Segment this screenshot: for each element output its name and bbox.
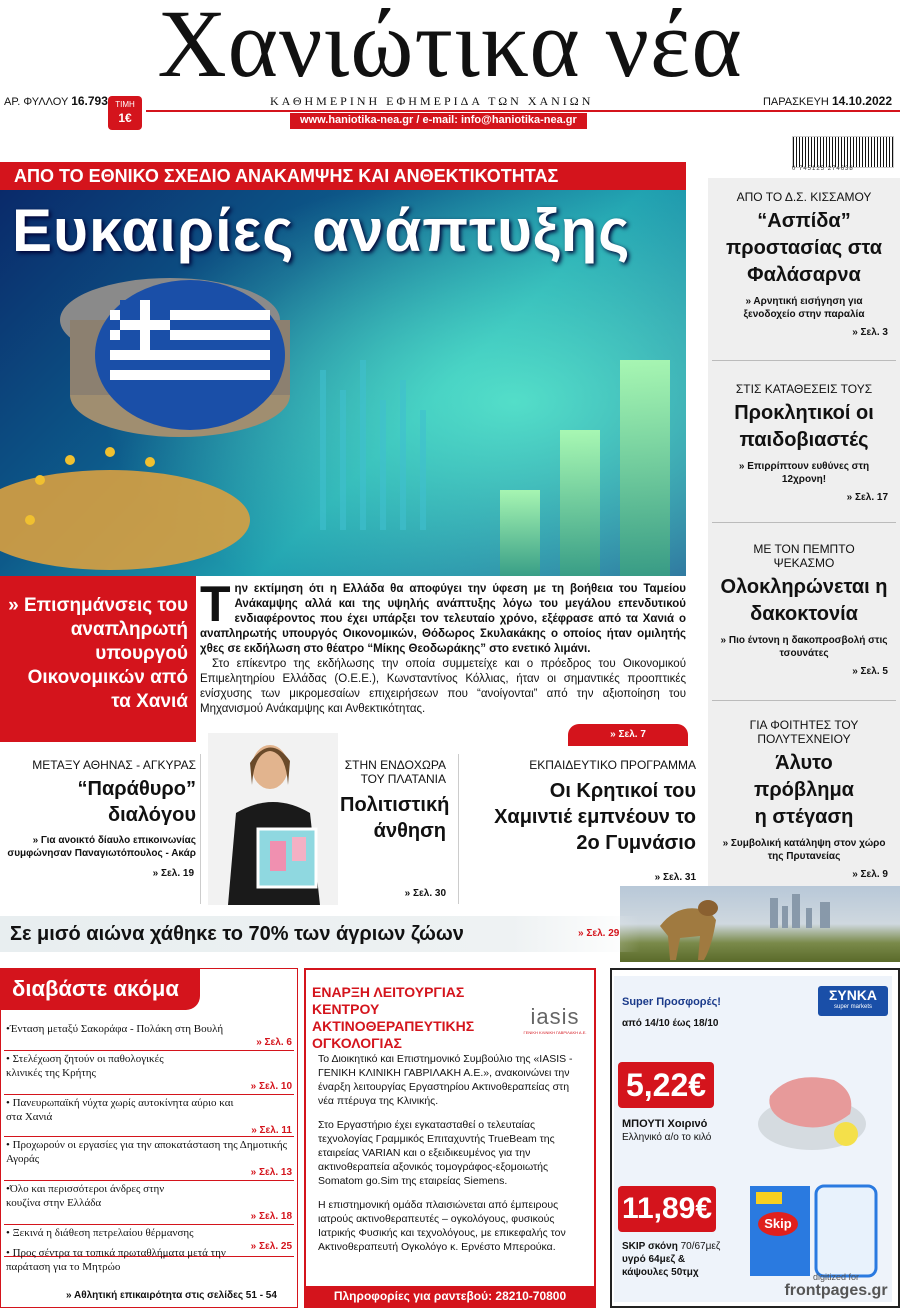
read-more-item[interactable] xyxy=(6,1138,292,1180)
sidebar-title: “Ασπίδα” προστασίας στα Φαλάσαρνα xyxy=(725,210,883,286)
iasis-logo xyxy=(518,1004,592,1035)
offer-desc: 70/67μεζ xyxy=(680,1241,721,1252)
sidebar-kicker: ΓΙΑ ΦΟΙΤΗΤΕΣ ΤΟΥ ΠΟΛΥΤΕΧΝΕΙΟΥ xyxy=(749,718,859,746)
watermark xyxy=(776,1272,896,1300)
synka-logo xyxy=(818,986,888,1016)
read-more-item[interactable] xyxy=(6,1182,292,1224)
story-sub: » Για ανοικτό δίαυλο επικοινωνίας συμφώνησαν Παναγιωτόπουλος - Ακάρ xyxy=(7,835,196,859)
read-more-text: •Ένταση μεταξύ Σακοράφα - Πολάκη στη Βουλή xyxy=(6,1023,224,1035)
barcode-number: 0 745125 274638 xyxy=(792,166,854,172)
offer-name: ΜΠΟΥΤΙ Χοιρινό xyxy=(622,1118,708,1130)
sidebar-divider xyxy=(712,360,896,361)
column-divider xyxy=(458,754,459,904)
read-more-item[interactable] xyxy=(6,1246,292,1274)
issue-label: ΑΡ. ΦΥΛΛΟΥ xyxy=(4,96,69,108)
story-kicker: ΣΤΗΝ ΕΝΔΟΧΩΡΑ ΤΟΥ ΠΛΑΤΑΝΙΑ xyxy=(344,758,446,786)
story-culture[interactable] xyxy=(320,758,450,899)
wildlife-photo-graphic xyxy=(620,886,900,962)
read-more-page[interactable]: » Σελ. 6 xyxy=(256,1037,292,1048)
read-more-item[interactable] xyxy=(6,1096,292,1138)
pork-image-graphic xyxy=(752,1052,872,1162)
offer-desc: Ελληνικό α/ο το κιλό xyxy=(622,1132,712,1143)
read-more-text: • Προχωρούν οι εργασίες για την αποκατάσταση της Δημοτικής Αγοράς xyxy=(6,1139,288,1165)
strip-title: Σε μισό αιώνα χάθηκε το 70% των άγριων ζώων xyxy=(10,923,464,945)
read-more-item[interactable] xyxy=(6,1022,292,1050)
skip-logo: Skip xyxy=(758,1212,798,1236)
read-more-page[interactable]: » Σελ. 10 xyxy=(250,1081,292,1092)
iasis-paragraph-2: Στο Εργαστήριο έχει εγκατασταθεί ο τελευταίας τεχνολογίας Γραμμικός Επιταχυντής TrueBeam της εταιρείας VARIAN και ο εξειδικευμένος για την ακτινοθεραπεία αξονικός τομογράφος-εξομοιωτής Somatom go.Sim της εταιρείας Siemens. xyxy=(318,1119,555,1187)
barcode xyxy=(792,136,894,168)
story-title: Οι Κρητικοί του Χαμιντιέ εμπνέουν το 2ο Γυμνάσιο xyxy=(494,780,696,854)
pork-image xyxy=(752,1052,872,1162)
offer-price: 5,22€ xyxy=(618,1062,714,1108)
lead-article xyxy=(200,576,686,717)
story-school[interactable] xyxy=(476,758,696,883)
watermark-line-1: digitized for xyxy=(812,1272,860,1282)
sidebar-story-1[interactable] xyxy=(708,190,900,338)
issue-date xyxy=(763,94,892,108)
iasis-ad-title: ΕΝΑΡΞΗ ΛΕΙΤΟΥΡΓΙΑΣ ΚΕΝΤΡΟΥ ΑΚΤΙΝΟΘΕΡΑΠΕΥΤΙΚΗΣ ΟΓΚΟΛΟΓΙΑΣ xyxy=(312,984,475,1051)
tagline: ΚΑΘΗΜΕΡΙΝΗ ΕΦΗΜΕΡΙΔΑ ΤΩΝ ΧΑΝΙΩΝ xyxy=(270,94,594,108)
story-page[interactable]: » Σελ. 19 xyxy=(152,868,194,879)
culture-photo-graphic xyxy=(208,733,338,905)
read-more-text: • Πανευρωπαϊκή νύχτα χωρίς αυτοκίνητα αύριο και στα Χανιά xyxy=(6,1097,234,1123)
story-diplomacy[interactable] xyxy=(0,758,200,879)
sidebar-page[interactable]: » Σελ. 9 xyxy=(852,869,888,880)
newspaper-title: Χανιώτικα νέα xyxy=(157,0,743,97)
iasis-ad-body xyxy=(318,1052,584,1264)
lead-headline: Ευκαιρίες ανάπτυξης xyxy=(12,197,631,264)
issue-value: 16.793 xyxy=(71,94,108,108)
story-page[interactable]: » Σελ. 31 xyxy=(654,872,696,883)
offer-name: SKIP σκόνη xyxy=(622,1241,678,1252)
sidebar-page[interactable]: » Σελ. 3 xyxy=(852,327,888,338)
read-more-divider xyxy=(4,1180,294,1181)
sidebar-page[interactable]: » Σελ. 5 xyxy=(852,666,888,677)
lead-page-link[interactable]: » Σελ. 7 xyxy=(568,724,688,746)
date-value: 14.10.2022 xyxy=(831,94,892,108)
offer-price: 11,89€ xyxy=(618,1186,716,1232)
lead-banner: ΑΠΟ ΤΟ ΕΘΝΙΚΟ ΣΧΕΔΙΟ ΑΝΑΚΑΜΨΗΣ ΚΑΙ ΑΝΘΕΚΤΙΚΟΤΗΤΑΣ xyxy=(0,162,686,190)
sidebar-kicker: ΣΤΙΣ ΚΑΤΑΘΕΣΕΙΣ ΤΟΥΣ xyxy=(735,382,873,396)
sidebar-title: Ολοκληρώνεται η δακοκτονία xyxy=(720,576,888,625)
sidebar-sub: » Συμβολική κατάληψη στον χώρο της Πρυτανείας xyxy=(722,838,886,862)
sidebar-sub: » Επιρρίπτουν ευθύνες στη 12χρονη! xyxy=(738,461,870,485)
price-badge xyxy=(108,96,142,130)
story-kicker: ΜΕΤΑΞΥ ΑΘΗΝΑΣ - ΑΓΚΥΡΑΣ xyxy=(32,758,196,772)
read-more-page[interactable]: » Σελ. 11 xyxy=(251,1125,292,1136)
offer-desc: υγρό 64μεζ & xyxy=(622,1254,686,1265)
read-more-item[interactable] xyxy=(6,1052,292,1094)
sidebar-title: Άλυτο πρόβλημα η στέγαση xyxy=(754,752,854,828)
sidebar-story-2[interactable] xyxy=(708,382,900,503)
read-more-page[interactable]: » Σελ. 18 xyxy=(250,1211,292,1222)
read-more-sports[interactable] xyxy=(66,1290,277,1301)
sidebar-divider xyxy=(712,522,896,523)
sidebar-sub: » Αρνητική εισήγηση για ξενοδοχείο στην παραλία xyxy=(743,296,865,320)
sidebar-sub: » Πιο έντονη η δακοπροσβολή στις τσουνάτες xyxy=(720,635,888,659)
read-more-text: • Ξεκινά η διάθεση πετρελαίου θέρμανσης xyxy=(6,1227,194,1239)
read-more-text: • Στελέχωση ζητούν οι παθολογικές κλινικές της Κρήτης xyxy=(6,1053,164,1079)
dropcap: Τ xyxy=(200,576,231,632)
sidebar-title: Προκλητικοί οι παιδοβιαστές xyxy=(734,402,874,451)
wildlife-story[interactable] xyxy=(0,916,640,952)
read-more-text: • Προς σέντρα τα τοπικά πρωταθλήματα μετά την παράταση για το Μητρώο xyxy=(6,1247,226,1273)
story-kicker: ΕΚΠΑΙΔΕΥΤΙΚΟ ΠΡΟΓΡΑΜΜΑ xyxy=(529,758,696,772)
iasis-logo-sub: ΓΕΝΙΚΗ ΚΛΙΝΙΚΗ ΓΑΒΡΙΛΑΚΗ Α.Ε. xyxy=(523,1030,587,1035)
story-title: “Παράθυρο” διαλόγου xyxy=(77,778,196,826)
read-more-divider xyxy=(4,1136,294,1137)
price-label: ΤΙΜΗ xyxy=(115,100,135,109)
watermark-line-2: frontpages.gr xyxy=(784,1282,888,1299)
synka-logo-text: ΣΥΝΚΑ xyxy=(828,987,878,1003)
wildlife-photo xyxy=(620,886,900,962)
iasis-phone[interactable]: Πληροφορίες για ραντεβού: 28210-70800 xyxy=(306,1286,594,1306)
synka-logo-sub: super markets xyxy=(833,1004,872,1010)
culture-photo xyxy=(208,733,338,905)
lead-subhead: » Επισημάνσεις του αναπληρωτή υπουργού Οικονομικών από τα Χανιά xyxy=(0,576,196,742)
issue-number xyxy=(4,94,108,108)
iasis-logo-text: iasis xyxy=(530,1004,580,1029)
synka-dates: από 14/10 έως 18/10 xyxy=(622,1018,719,1029)
day-label: ΠΑΡΑΣΚΕΥΗ xyxy=(762,96,829,108)
price-value: 1€ xyxy=(118,111,132,125)
strip-page[interactable]: » Σελ. 29 xyxy=(578,928,620,939)
read-more-text: •Όλο και περισσότεροι άνδρες στην κουζίνα στην Ελλάδα xyxy=(6,1183,165,1209)
read-more-page[interactable]: » Σελ. 13 xyxy=(250,1167,292,1178)
column-divider xyxy=(200,754,201,904)
iasis-paragraph-1: Το Διοικητικό και Επιστημονικό Συμβούλιο της «IASIS - ΓΕΝΙΚΗ ΚΛΙΝΙΚΗ ΓΑΒΡΙΛΑΚΗ Α.Ε.», ανακοινώνει την έναρξη λειτουργίας Εργαστηρίου Ακτινοθεραπείας στη νέα πτέρυγα της Κλινικής. xyxy=(318,1053,573,1107)
sidebar-kicker: ΑΠΟ ΤΟ Δ.Σ. ΚΙΣΣΑΜΟΥ xyxy=(736,190,872,204)
read-more-divider xyxy=(4,1224,294,1225)
sidebar-story-3[interactable] xyxy=(708,542,900,677)
skip-image xyxy=(742,1176,882,1286)
sidebar-story-4[interactable] xyxy=(708,718,900,880)
story-title: Πολιτιστική άνθηση xyxy=(340,794,450,842)
read-more-divider xyxy=(4,1094,294,1095)
lead-paragraph-2: Στο επίκεντρο της εκδήλωσης την οποία συμμετείχε και ο πρόεδρος του Οικονομικού Επιμελητηρίου Ελλάδας (Ο.Ε.Ε.), Κωνσταντίνος Κόλλιας, ήταν οι σημαντικές προοπτικές ενίσχυσης των μικρομεσαίων επιχειρήσεων που “ανοίγονται” από την αξιοποίηση του Μηχανισμού Ανάκαμψης και Ανθεκτικότητας. xyxy=(200,658,686,715)
read-more-sports-text: » Αθλητική επικαιρότητα στις σελίδες 51 - 54 xyxy=(66,1290,277,1301)
synka-header: Super Προσφορές! xyxy=(622,996,721,1008)
offer-details xyxy=(622,1240,720,1279)
offer-desc: κάψουλες 50τμχ xyxy=(622,1267,699,1278)
read-more-page[interactable]: » Σελ. 25 xyxy=(250,1241,292,1252)
sidebar-kicker: ΜΕ ΤΟΝ ΠΕΜΠΤΟ ΨΕΚΑΣΜΟ xyxy=(753,542,855,570)
lead-paragraph-1: ην εκτίμηση ότι η Ελλάδα θα αποφύγει την ύφεση με τη βοήθεια του Ταμείου Ανάκαμψης αλλά και της υψηλής ανάπτυξης λόγω του μεγάλου επενδυτικού ενδιαφέροντος που έχει υπάρξει τον τελευταίο χρόνο, εξέφρασε από τα Χανιά ο αναπληρωτής υπουργός Οικονομικών, Θόδωρος Σκυλακάκης ο οποίος ήταν ομιλητής χθες σε εκδήλωση στο θέατρο “Μίκης Θεοδωράκης” στο ενετικό λιμάνι. xyxy=(200,583,686,655)
contact-link[interactable]: www.haniotika-nea.gr / e-mail: info@haniotika-nea.gr xyxy=(290,113,587,129)
iasis-paragraph-3: Η επιστημονική ομάδα πλαισιώνεται από έμπειρους ιατρούς ακτινοθεραπευτές – ογκολόγους, φυσικούς Ιατρικής Φυσικής και τεχνολόγους, με επικεφαλής τον Ακτινοθεραπευτή Ογκολόγο κ. Ερνέστο Μπερούκα. xyxy=(318,1199,566,1253)
read-more-divider xyxy=(4,1050,294,1051)
sidebar-page[interactable]: » Σελ. 17 xyxy=(846,492,888,503)
masthead-divider xyxy=(146,110,900,112)
sidebar-divider xyxy=(712,700,896,701)
story-page[interactable]: » Σελ. 30 xyxy=(404,888,446,899)
read-more-heading: διαβάστε ακόμα xyxy=(0,968,200,1010)
